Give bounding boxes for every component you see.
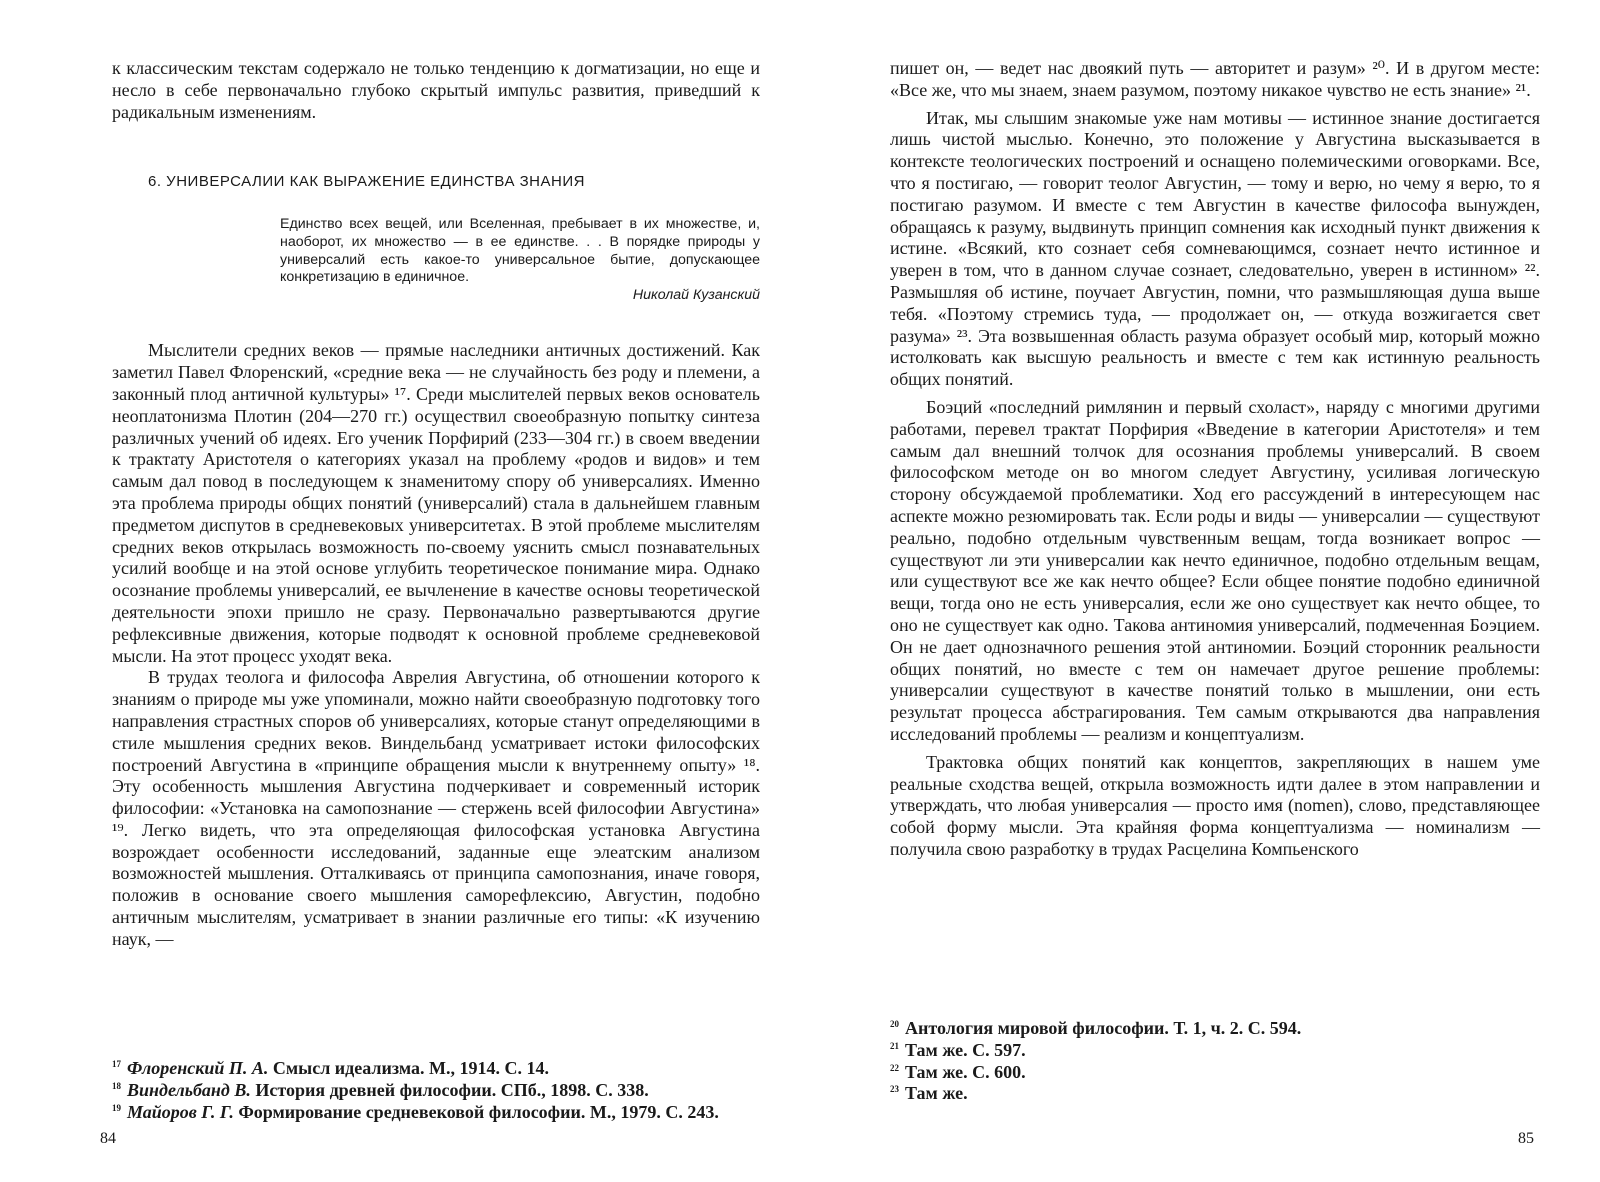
right-paragraph-2: Боэций «последний римлянин и первый схоласт», наряду с многими другими работами, перевел трактат Порфирия «Введение в категории Аристотеля» и тем самым дал внешний толчок для осознания проблемы универсалий. В своем философском методе он во многом следует Августину, усиливая логическую сторону обсуждаемой проблематики. Ход его рассуждений в интересующем нас аспекте можно резюмировать так. Если роды и виды — универсалии — существуют реально, подобно отдельным чувственным вещам, тогда возникает вопрос — существуют ли эти универсалии как нечто единичное, подобно отдельным вещам, или существуют все же как нечто общее? Если общее понятие подобно единичной вещи, тогда оно не есть универсалия, если же оно существует как нечто общее, то оно не существует как одно. Такова антиномия универсалий, подмеченная Боэцием. Он не дает однозначного решения этой антиномии. Боэций сторонник реальности общих понятий, но вместе с тем он намечает другое решение проблемы: универсалии существуют в качестве понятий только в мышлении, они есть результат процесса абстрагирования. Тем самым открываются два направления исследований проблемы — реализм и концептуализм. xyxy=(890,396,1540,744)
right-paragraph-1: Итак, мы слышим знакомые уже нам мотивы — истинное знание достигается лишь чистой мыслью. Конечно, это положение у Августина высказывается в контексте теологических построений и оснащено полемическими оговорками. Все, что я постигаю, — говорит теолог Августин, — тому и верю, но чему я верю, то я постигаю разумом. И вместе с тем Августин в качестве философа вынужден, обращаясь к разуму, выдвинуть принцип сомнения как исходный пункт движения к истине. «Всякий, кто сознает себя сомневающимся, сознает нечто истинное и уверен в том, что в данном случае сознает, следовательно, уверен в истинном» ²². Размышляя об истине, поучает Августин, помни, что размышляющая душа выше тебя. «Поэтому стремись туда, — продолжает он, — откуда возжигается свет разума» ²³. Эта возвышенная область разума образует особый мир, который можно истолковать как высшую реальность и вместе с тем как истинную реальность общих понятий. xyxy=(890,107,1540,390)
left-page-number: 84 xyxy=(100,1130,116,1147)
footnote-20: $^{20}$ Антология мировой философии. Т. 1, ч. 2. С. 594. xyxy=(890,1018,1302,1038)
right-page xyxy=(890,0,1540,1182)
right-page-number: 85 xyxy=(1518,1130,1534,1147)
right-lead-paragraph: пишет он, — ведет нас двоякий путь — авторитет и разум» ²⁰. И в другом месте: «Все же, что мы знаем, знаем разумом, поэтому никакое чувство не есть знание» ²¹. xyxy=(890,58,1540,100)
left-page xyxy=(100,0,760,1182)
footnote-17: $^{17}$ Флоренский П. А. Смысл идеализма. М., 1914. С. 14. xyxy=(112,1058,549,1078)
footnote-21: $^{21}$ Там же. С. 597. xyxy=(890,1039,1026,1060)
right-paragraph-3: Трактовка общих понятий как концептов, закрепляющих в нашем уме реальные сходства вещей, открыла возможность идти далее в этом направлении и утверждать, что любая универсалия — просто имя (nomen), слово, представляющее собой форму мысли. Эта крайняя форма концептуализма — номинализм — получила свою разработку в трудах Расцелина Компьенского xyxy=(890,751,1540,859)
epigraph xyxy=(280,216,760,304)
right-footnotes xyxy=(890,1018,1540,1105)
left-paragraph-1: Мыслители средних веков — прямые наследники античных достижений. Как заметил Павел Флоренский, «средние века — не случайность без роду и племени, а законный плод античной культуры» ¹⁷. Среди мыслителей первых веков основатель неоплатонизма Плотин (204—270 гг.) осуществил своеобразную попытку синтеза различных учений об идеях. Его ученик Порфирий (233—304 гг.) в своем введении к трактату Аристотеля о категориях указал на проблему «родов и видов» и тем самым дал повод в последующем к знаменитому спору об универсалиях. Именно эта проблема природы общих понятий (универсалий) стала в дальнейшем главным предметом диспутов в средневековых университетах. В этой проблеме мыслителям средних веков открылась возможность по-своему уяснить смысл познавательных усилий вообще и на этой основе углубить теоретическое понимание мира. Однако осознание проблемы универсалий, ее вычленение в качестве основы теоретической деятельности эпохи пришло не сразу. Первоначально развертываются другие рефлексивные движения, которые подводят к основной проблеме средневековой мысли. На этот процесс уходят века. xyxy=(112,340,760,666)
footnote-23: $^{23}$ Там же. xyxy=(890,1083,968,1104)
epigraph-text: Единство всех вещей, или Вселенная, пребывает в их множестве, и, наоборот, их множество — в ее единстве. . . В порядке природы у универсалий есть какое-то универсальное бытие, допускающее конкретизацию в единичное. xyxy=(280,216,760,286)
left-lead-paragraph: к классическим текстам содержало не только тенденцию к догматизации, но еще и несло в себе первоначально глубоко скрытый импульс развития, приведший к радикальным изменениям. xyxy=(112,58,760,122)
left-footnotes xyxy=(112,1058,760,1123)
footnote-19: $^{19}$ Майоров Г. Г. Формирование средневековой философии. М., 1979. С. 243. xyxy=(112,1101,719,1122)
section-title: 6. УНИВЕРСАЛИИ КАК ВЫРАЖЕНИЕ ЕДИНСТВА ЗНАНИЯ xyxy=(148,173,585,191)
left-paragraph-2: В трудах теолога и философа Аврелия Августина, об отношении которого к знаниям о природе мы уже упоминали, можно найти своеобразную подготовку того направления страстных споров об универсалиях, которые станут определяющими в стиле мышления средних веков. Виндельбанд усматривает истоки философских построений Августина в «принципе обращения мысли к внутреннему опыту» ¹⁸. Эту особенность мышления Августина подчеркивает и современный историк философии: «Установка на самопознание — стержень всей философии Августина» ¹⁹. Легко видеть, что эта определяющая философская установка Августина возрождает особенности исследований, заданные еще элеатским анализом возможностей мышления. Отталкиваясь от принципа самопознания, иначе говоря, положив в основание своего мышления саморефлексию, Августин, подобно античным мыслителям, усматривает в знании различные его типы: «К изучению наук, — xyxy=(112,667,760,949)
footnote-18: $^{18}$ Виндельбанд В. История древней философии. СПб., 1898. С. 338. xyxy=(112,1079,649,1100)
footnote-22: $^{22}$ Там же. С. 600. xyxy=(890,1061,1026,1082)
epigraph-author: Николай Кузанский xyxy=(632,286,760,303)
